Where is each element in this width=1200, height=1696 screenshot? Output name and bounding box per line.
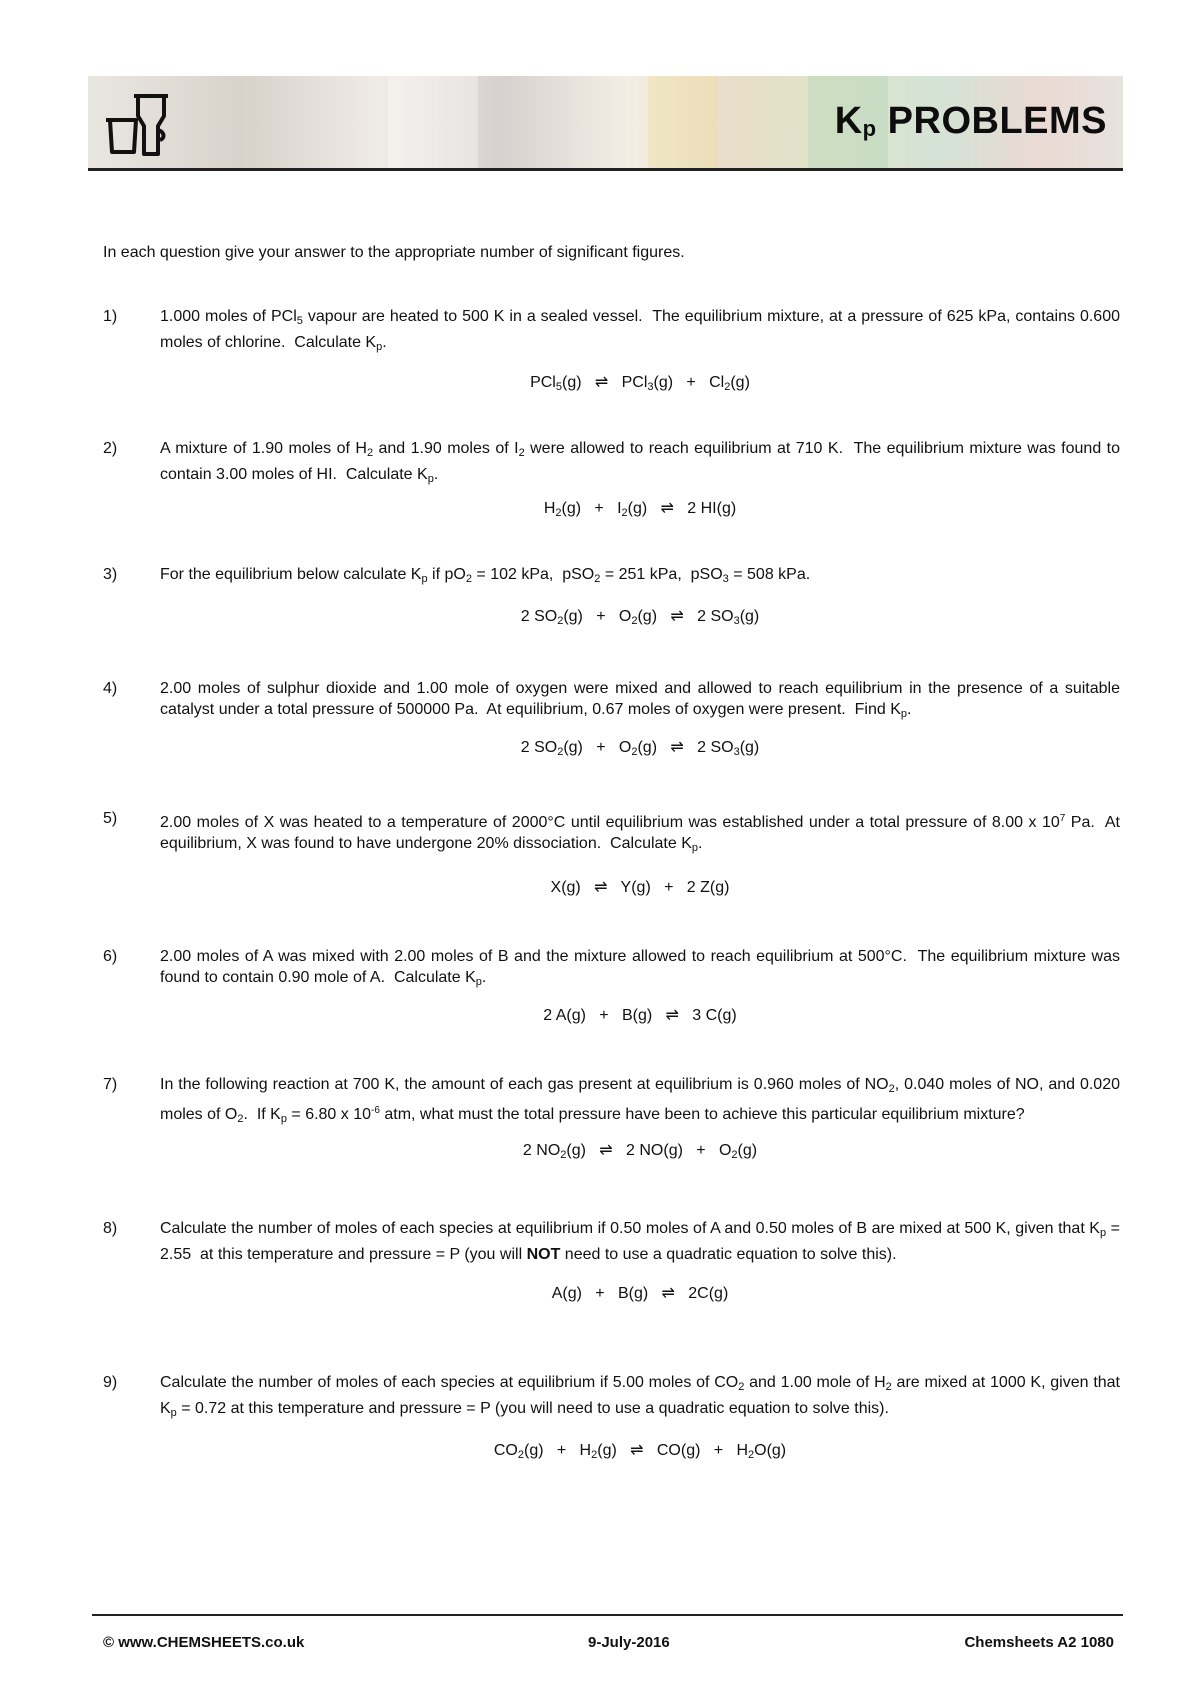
question-number: 1) [103, 308, 118, 325]
equation: 2 $SO_2(g) + O_2(g)$ ⇌ 2 $SO_3(g)$ [520, 739, 760, 758]
equation: 2 A(g) + B(g) ⇌ 3 C(g) [543, 1007, 737, 1024]
title-rest: PROBLEMS [876, 100, 1107, 142]
question-9 [103, 1372, 1120, 1466]
header-banner [88, 76, 1123, 171]
question-6 [103, 946, 1120, 1026]
question-5 [103, 808, 1120, 898]
question-number: 4) [103, 680, 118, 697]
question-text: Calculate the number of moles of each species at equilibrium if 5.00 moles of $CO_2$ and 1.00 mole of $H_2$ are mixed at 1000 K, given that $K_p = 0.72$ at this temperature and pressure = P (you will need to use a quadratic equation to solve this). [160, 1374, 1121, 1419]
question-text: 2.00 moles of sulphur dioxide and 1.00 mole of oxygen were mixed and allowed to reach equilibrium in the presence of a suitable catalyst under a total pressure of 500000 Pa. At equilibrium, 0.67 moles of oxygen were present. Find $K_p$. [160, 680, 1120, 720]
footer-date: 9-July-2016 [588, 1634, 670, 1651]
question-2 [103, 438, 1120, 524]
question-text: 2.00 moles of X was heated to a temperature of 2000°C until equilibrium was established under a total pressure of 8.00 x $10^7$ Pa. At equilibrium, X was found to have undergone 20% dissociation. Calculate $K_p$. [160, 813, 1120, 854]
equation: $H_2(g) + I_2(g)$ ⇌ 2 HI(g) [543, 500, 737, 519]
page-title [835, 100, 1107, 143]
question-text: 1.000 moles of PCl$_5$ vapour are heated to 500 K in a sealed vessel. The equilibrium mixture, at a pressure of 625 kPa, contains 0.600 moles of chlorine. Calculate $K_p$. [160, 308, 1120, 353]
equation: PCl$_5$(g) ⇌ $PCl_3(g) + Cl_2(g)$ [530, 374, 750, 393]
question-7 [103, 1074, 1120, 1166]
question-number: 9) [103, 1374, 118, 1391]
equation: A(g) + B(g) ⇌ 2C(g) [551, 1285, 729, 1302]
question-text: For the equilibrium below calculate $K_p$ if $pO_2 = 102$ kPa, pSO$_2$ = 251 kPa, pSO$_3$ = 508 kPa. [160, 566, 811, 585]
question-number: 8) [103, 1220, 118, 1237]
question-number: 2) [103, 440, 118, 457]
question-text: 2.00 moles of A was mixed with 2.00 moles of B and the mixture allowed to reach equilibrium at 500°C. The equilibrium mixture was found to contain 0.90 mole of A. Calculate $K_p$. [160, 948, 1120, 988]
question-text: In the following reaction at 700 K, the amount of each gas present at equilibrium is 0.960 moles of $NO_2$, 0.040 moles of NO, and 0.020 moles of $O_2$. If $K_p = 6.80$ x $10^{-6}$ atm, what must the total pressure have been to achieve this particular equilibrium mixture? [160, 1076, 1121, 1125]
question-8 [103, 1218, 1120, 1304]
question-number: 6) [103, 948, 118, 965]
footer-reference: Chemsheets A2 1080 [964, 1634, 1114, 1651]
footer-divider [92, 1614, 1123, 1616]
footer-website: © www.CHEMSHEETS.co.uk [103, 1634, 305, 1651]
instructions: In each question give your answer to the appropriate number of significant figures. [103, 244, 685, 261]
title-k: K [834, 100, 863, 142]
question-4 [103, 678, 1120, 763]
question-3 [103, 564, 1120, 632]
question-1 [103, 306, 1120, 398]
equation: 2 $SO_2(g) + O_2(g)$ ⇌ 2 $SO_3(g)$ [520, 608, 760, 627]
question-number: 3) [103, 566, 118, 583]
equation: 2 $NO_2(g)$ ⇌ 2 $NO(g) + O_2(g)$ [522, 1142, 758, 1161]
question-number: 7) [103, 1076, 118, 1093]
equation: X(g) ⇌ Y(g) + 2 Z(g) [550, 879, 730, 896]
lab-glassware-icon [104, 86, 174, 160]
question-number: 5) [103, 810, 118, 827]
title-subscript: p [862, 116, 877, 141]
question-text: Calculate the number of moles of each species at equilibrium if 0.50 moles of A and 0.50 moles of B are mixed at 500 K, given that $K_p = 2.55$ at this temperature and pressure = P (you will NOT need to use a quadratic equation to solve this). [160, 1220, 1120, 1263]
question-text: A mixture of 1.90 moles of $H_2$ and 1.90 moles of $I_2$ were allowed to reach equilibrium at 710 K. The equilibrium mixture was found to contain 3.00 moles of HI. Calculate $K_p$. [160, 440, 1121, 485]
equation: $CO_2(g) + H_2(g)$ ⇌ $CO(g) + H_2O(g)$ [493, 1442, 787, 1461]
